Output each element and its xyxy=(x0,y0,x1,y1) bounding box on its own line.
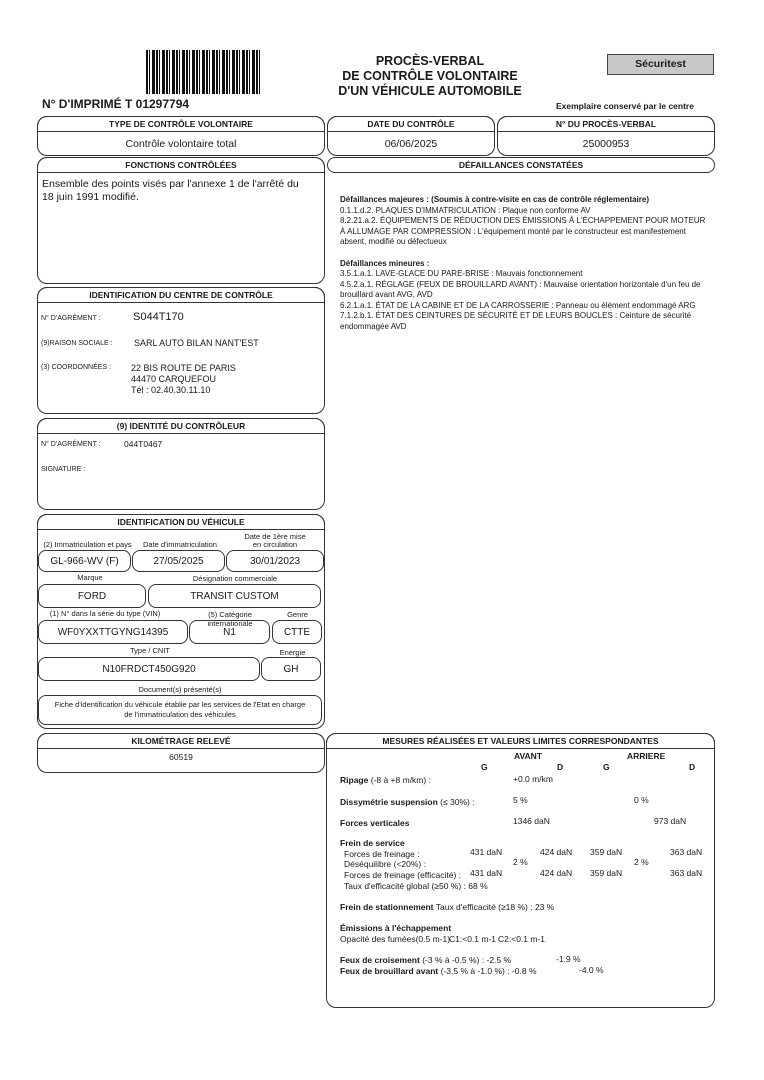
forces-eff-label: Forces de freinage (efficacité) : xyxy=(344,870,462,880)
brand-badge: Sécuritest xyxy=(607,54,714,75)
center-agrement-label: N° D'AGRÉMENT : xyxy=(41,315,101,322)
categorie-value: N1 xyxy=(189,620,270,644)
dissym-label xyxy=(340,797,475,807)
brouillard-limits: (-3.5 % à -1.0 %) : xyxy=(440,966,510,976)
croisement-g: -2.5 % xyxy=(486,955,512,965)
forces-frein-label: Forces de freinage : xyxy=(344,849,420,859)
date-immat-label: Date d'immatriculation xyxy=(143,540,217,549)
controller-agrement-label: N° D'AGRÉMENT : xyxy=(41,441,101,448)
col-ar-d: D xyxy=(689,762,696,772)
functions-label: FONCTIONS CONTRÔLÉES xyxy=(37,157,325,173)
designation-value: TRANSIT CUSTOM xyxy=(148,584,321,608)
col-av-g: G xyxy=(481,762,488,772)
control-type-value: Contrôle volontaire total xyxy=(125,138,237,150)
forces-frein-av-g: 431 daN xyxy=(470,847,503,857)
first-circ-label: Date de 1ère mise en circulation xyxy=(244,532,306,549)
center-coord-label: (3) COORDONNÉES : xyxy=(41,364,112,371)
energie-label: Energie xyxy=(279,648,306,657)
opacite-c1: C1:<0.1 m-1 xyxy=(449,934,497,944)
immat-value: GL-966-WV (F) xyxy=(38,550,131,572)
marque-label: Marque xyxy=(77,573,103,582)
frein-service-label: Frein de service xyxy=(340,838,405,848)
taux-global xyxy=(344,881,488,891)
marque-value: FORD xyxy=(38,584,146,608)
control-date-label: DATE DU CONTRÔLE xyxy=(327,116,495,132)
immat-label: (2) Immatriculation et pays xyxy=(43,540,132,549)
major-defect: 0.1.1.d.2. PLAQUES D'IMMATRICULATION : Plaque non conforme AV xyxy=(340,205,591,215)
signature-label: SIGNATURE : xyxy=(41,466,86,473)
stationnement-limits: Taux d'efficacité (≥18 %) : xyxy=(435,902,533,912)
center-address-line: 22 BIS ROUTE DE PARIS xyxy=(131,363,236,373)
defects-list xyxy=(340,195,710,332)
designation-label: Désignation commerciale xyxy=(192,574,278,583)
center-label: IDENTIFICATION DU CENTRE DE CONTRÔLE xyxy=(37,287,325,303)
docs-label: Document(s) présenté(s) xyxy=(138,685,222,694)
taux-global-value: 68 % xyxy=(468,881,488,891)
dissym-ar: 0 % xyxy=(634,795,649,805)
taux-global-label: Taux d'efficacité global (≥50 %) : xyxy=(344,881,466,891)
mileage-label: KILOMÉTRAGE RELEVÉ xyxy=(37,733,325,749)
minor-defects-title: Défaillances mineures : xyxy=(340,258,430,268)
forces-eff-av-d: 424 daN xyxy=(540,868,573,878)
cnit-value: N10FRDCT450G920 xyxy=(38,657,260,681)
col-ar-g: G xyxy=(603,762,610,772)
desequilibre-label: Déséquilibre (<20%) : xyxy=(344,859,426,869)
control-type-label: TYPE DE CONTRÔLE VOLONTAIRE xyxy=(37,116,325,132)
minor-defect: 6.2.1.a.1. ÉTAT DE LA CABINE ET DE LA CARROSSERIE : Panneau ou élément endommagé ARG xyxy=(340,300,696,310)
mileage-value: 60519 xyxy=(169,752,193,762)
print-number: N° D'IMPRIMÉ T 01297794 xyxy=(42,97,190,111)
center-agrement-value: S044T170 xyxy=(133,311,184,323)
controller-agrement-value: 044T0467 xyxy=(124,439,163,449)
dissym-limits: (≤ 30%) : xyxy=(440,797,475,807)
title-line-1: PROCÈS-VERBAL xyxy=(375,54,485,68)
forces-eff-av-g: 431 daN xyxy=(470,868,503,878)
defects-label: DÉFAILLANCES CONSTATÉES xyxy=(327,157,715,173)
croisement-d: -1.9 % xyxy=(556,954,581,964)
center-coord xyxy=(131,363,236,396)
col-av-d: D xyxy=(557,762,564,772)
functions-box xyxy=(37,157,325,284)
vin-label: (1) N° dans la série du type (VIN) xyxy=(49,609,161,618)
date-immat-value: 27/05/2025 xyxy=(132,550,225,572)
genre-value: CTTE xyxy=(272,620,322,644)
opacite-label: Opacité des fumées(0.5 m-1) xyxy=(340,934,451,944)
ripage-value: +0.0 m/km xyxy=(513,774,553,784)
categorie-label: (5) Catégorie internationale xyxy=(207,610,253,628)
desequilibre-ar: 2 % xyxy=(634,857,649,867)
energie-value: GH xyxy=(261,657,321,681)
forces-v-av: 1346 daN xyxy=(513,816,550,826)
brouillard-title: Feux de brouillard avant xyxy=(340,966,439,976)
brouillard-g: -0.8 % xyxy=(511,966,537,976)
minor-defect: 3.5.1.a.1. LAVE-GLACE DU PARE-BRISE : Mauvais fonctionnement xyxy=(340,269,583,278)
copy-note: Exemplaire conservé par le centre xyxy=(556,101,694,111)
center-raison-value: SARL AUTO BILAN NANT'EST xyxy=(134,338,259,348)
forces-frein-av-d: 424 daN xyxy=(540,847,573,857)
brouillard-d: -4.0 % xyxy=(579,965,604,975)
ripage-label xyxy=(340,775,431,785)
croisement xyxy=(340,955,511,965)
control-date-value: 06/06/2025 xyxy=(384,138,438,150)
center-phone: Tél : 02.40.30.11.10 xyxy=(131,385,211,395)
title-line-2: DE CONTRÔLE VOLONTAIRE xyxy=(342,69,518,83)
opacite-c2: C2:<0.1 m-1 xyxy=(498,934,546,944)
arriere-header: ARRIERE xyxy=(627,751,666,761)
forces-eff-ar-d: 363 daN xyxy=(670,868,703,878)
vin-value: WF0YXXTTGYNG14395 xyxy=(38,620,188,644)
title-line-3: D'UN VÉHICULE AUTOMOBILE xyxy=(338,84,522,98)
minor-defect: 4.5.2.a.1. RÉGLAGE (FEUX DE BROUILLARD AVANT) : Mauvaise orientation horizontale d'un feu de brouillard avant AVG, AVD xyxy=(340,279,701,299)
stationnement-title: Frein de stationnement xyxy=(340,902,434,912)
croisement-limits: (-3 % à -0.5 %) : xyxy=(422,955,485,965)
docs-value: Fiche d'identification du véhicule établie par les services de l'Etat en charge de l'immatriculation des véhicules xyxy=(38,695,322,725)
ripage-title: Ripage xyxy=(340,775,369,785)
measures-label: MESURES RÉALISÉES ET VALEURS LIMITES CORRESPONDANTES xyxy=(326,733,715,749)
forces-v-ar: 973 daN xyxy=(654,816,687,826)
ripage-limits: (-8 à +8 m/km) : xyxy=(370,775,431,785)
stationnement xyxy=(340,902,554,912)
pv-number-value: 25000953 xyxy=(582,138,630,150)
center-address-line: 44470 CARQUEFOU xyxy=(131,374,217,384)
stationnement-value: 23 % xyxy=(534,902,555,912)
genre-label: Genre xyxy=(287,610,308,619)
first-circ-value: 30/01/2023 xyxy=(226,550,324,572)
forces-frein-ar-d: 363 daN xyxy=(670,847,703,857)
barcode xyxy=(146,50,262,94)
emissions-label: Émissions à l'échappement xyxy=(340,923,452,933)
dissym-av: 5 % xyxy=(513,795,528,805)
brouillard xyxy=(340,966,537,976)
functions-text: Ensemble des points visés par l'annexe 1 de l'arrêté du 18 juin 1991 modifié. xyxy=(42,178,299,203)
croisement-title: Feux de croisement xyxy=(340,955,420,965)
avant-header: AVANT xyxy=(514,751,543,761)
forces-v-label: Forces verticales xyxy=(340,818,410,828)
minor-defect: 7.1.2.b.1. ÉTAT DES CEINTURES DE SÉCURITÉ ET DE LEURS BOUCLES : Ceinture de sécurité endommagée AVD xyxy=(340,311,692,331)
cnit-label: Type / CNIT xyxy=(129,646,170,655)
page-title xyxy=(330,54,530,99)
dissym-title: Dissymétrie suspension xyxy=(340,797,438,807)
pv-number-label: N° DU PROCÈS-VERBAL xyxy=(497,116,715,132)
desequilibre-av: 2 % xyxy=(513,857,528,867)
major-defects-title: Défaillances majeures : (Soumis à contre-visite en cas de contrôle réglementaire) xyxy=(340,195,650,204)
forces-eff-ar-g: 359 daN xyxy=(590,868,623,878)
major-defect: 8.2.21.a.2. ÉQUIPEMENTS DE RÉDUCTION DES ÉMISSIONS À L'ÉCHAPPEMENT POUR MOTEUR À ALLUMAGE PAR COMPRESSION : L'équipement monté par le constructeur est manifestement absent, modifié ou défectueux xyxy=(340,216,706,246)
forces-frein-ar-g: 359 daN xyxy=(590,847,623,857)
vehicle-label: IDENTIFICATION DU VÉHICULE xyxy=(37,514,325,530)
center-raison-label: (9)RAISON SOCIALE : xyxy=(41,340,113,347)
controller-label: (9) IDENTITÉ DU CONTRÔLEUR xyxy=(37,418,325,434)
